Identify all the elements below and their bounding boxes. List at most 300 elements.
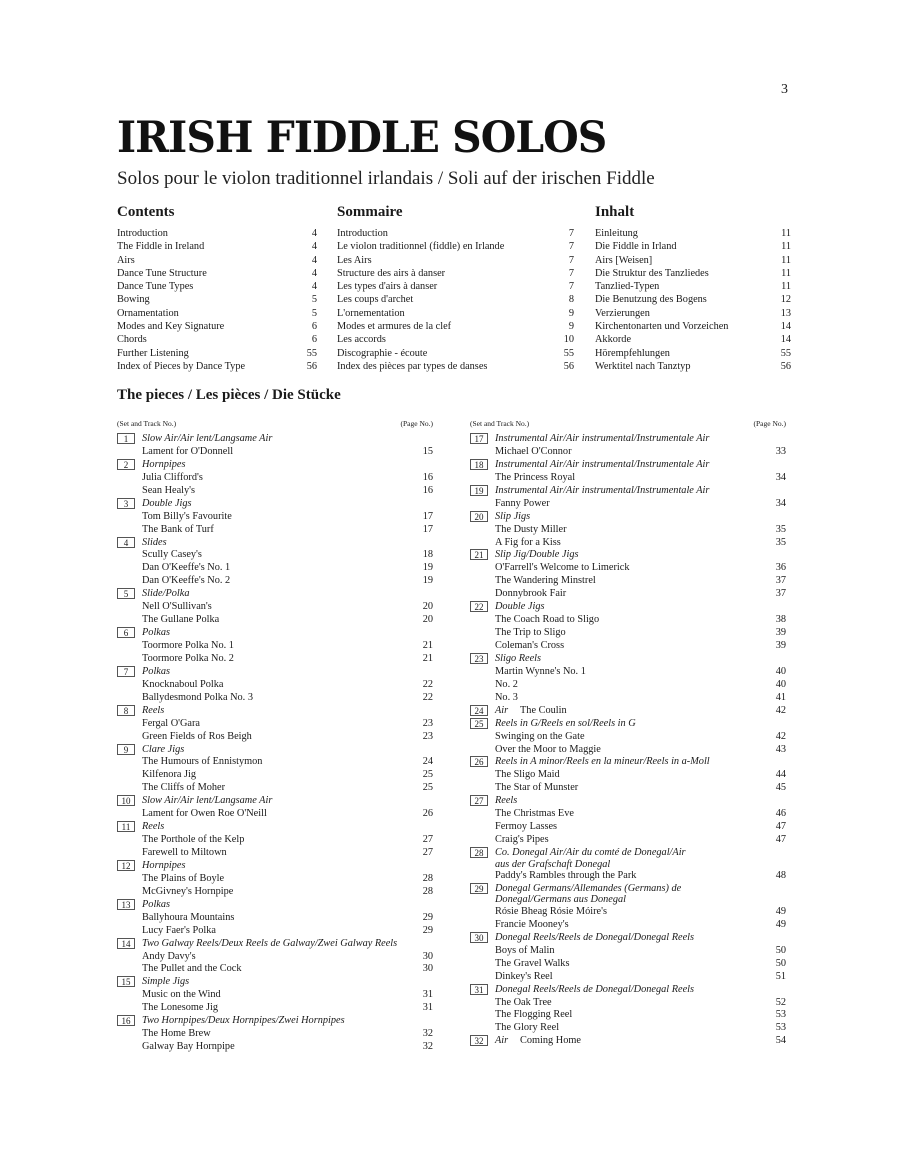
piece-entry bbox=[470, 906, 786, 919]
toc-entry-page: 4 bbox=[311, 267, 317, 279]
piece-page: 21 bbox=[422, 640, 433, 651]
toc-entry bbox=[337, 254, 574, 267]
piece-entry bbox=[470, 679, 786, 692]
set-header bbox=[117, 795, 433, 808]
dance-type: Polkas bbox=[142, 898, 171, 910]
toc-entry bbox=[595, 267, 791, 280]
piece-page: 40 bbox=[775, 678, 786, 690]
toc-entry-label: Index of Pieces by Dance Type bbox=[117, 360, 246, 372]
piece-page: 29 bbox=[422, 911, 433, 923]
toc-entry-page: 7 bbox=[568, 281, 574, 293]
piece-title: Galway Bay Hornpipe bbox=[142, 1041, 235, 1053]
dance-type: Donegal Reels/Reels de Donegal/Donegal Reels bbox=[495, 983, 695, 995]
toc-entry-label: Die Struktur des Tanzliedes bbox=[595, 267, 709, 279]
set-number-box: 19 bbox=[470, 485, 488, 496]
toc-entry bbox=[595, 307, 791, 320]
piece-title: Andy Davy's bbox=[142, 950, 196, 962]
piece-title: Farewell to Miltown bbox=[142, 847, 227, 858]
piece-title: Sean Healy's bbox=[142, 484, 196, 496]
piece-page: 35 bbox=[775, 536, 786, 548]
piece-title: Coming Home bbox=[520, 1035, 581, 1047]
set-track-header: (Set and Track No.) bbox=[117, 419, 177, 428]
toc-entry-label: Les types d'airs à danser bbox=[337, 281, 438, 293]
toc-entry bbox=[595, 254, 791, 267]
piece-title: The Gravel Walks bbox=[495, 957, 570, 969]
set-header bbox=[470, 601, 786, 614]
pieces-left-column bbox=[117, 418, 433, 1054]
piece-page: 54 bbox=[775, 1035, 786, 1047]
set-number-box: 20 bbox=[470, 511, 488, 522]
page-no-header: (Page No.) bbox=[753, 419, 786, 428]
piece-page: 38 bbox=[775, 614, 786, 626]
piece-page: 44 bbox=[775, 769, 786, 781]
piece-title: Francie Mooney's bbox=[495, 918, 569, 930]
set-number-box: 32 bbox=[470, 1035, 488, 1046]
toc-entry-page: 9 bbox=[568, 307, 574, 319]
toc-entry-label: Dance Tune Types bbox=[117, 281, 194, 293]
set-number-box: 31 bbox=[470, 984, 488, 995]
toc-entry-label: Modes et armures de la clef bbox=[337, 321, 452, 333]
toc-entry-page: 8 bbox=[568, 294, 574, 306]
piece-entry bbox=[117, 601, 433, 614]
piece-entry bbox=[117, 731, 433, 744]
toc-entry-label: Tanzlied-Typen bbox=[595, 281, 660, 293]
set-header bbox=[117, 821, 433, 834]
piece-title: No. 3 bbox=[495, 691, 518, 703]
piece-page: 19 bbox=[422, 562, 433, 574]
piece-title: O'Farrell's Welcome to Limerick bbox=[495, 562, 630, 574]
piece-entry bbox=[117, 808, 433, 821]
set-header bbox=[470, 984, 786, 997]
piece-title: Fanny Power bbox=[495, 497, 550, 509]
piece-title: Ballydesmond Polka No. 3 bbox=[142, 691, 253, 703]
set-number-box: 24 bbox=[470, 705, 488, 716]
toc-entry-page: 4 bbox=[311, 254, 317, 266]
set-number-box: 4 bbox=[117, 537, 135, 548]
dance-type: Co. Donegal Air/Air du comté de Donegal/Air bbox=[495, 847, 686, 858]
set-header bbox=[470, 459, 786, 472]
set-header bbox=[470, 549, 786, 562]
toc-entry bbox=[337, 293, 574, 306]
toc-entry-label: Les accords bbox=[337, 334, 386, 346]
dance-type: Donegal Germans/Allemandes (Germans) de bbox=[495, 882, 682, 894]
piece-page: 19 bbox=[422, 575, 433, 587]
piece-entry bbox=[470, 524, 786, 537]
toc-entry-page: 12 bbox=[780, 294, 791, 306]
dance-type: Donegal Reels/Reels de Donegal/Donegal Reels bbox=[495, 931, 695, 943]
dance-type: Reels in A minor/Reels en la mineur/Reels in a-Moll bbox=[495, 756, 710, 768]
piece-page: 47 bbox=[775, 821, 786, 833]
piece-title: Swinging on the Gate bbox=[495, 730, 585, 742]
piece-title: Craig's Pipes bbox=[495, 834, 549, 846]
piece-page: 52 bbox=[775, 996, 786, 1008]
toc-entry bbox=[337, 320, 574, 333]
dance-type: Slow Air/Air lent/Langsame Air bbox=[142, 795, 273, 807]
toc-entry-page: 13 bbox=[780, 307, 791, 319]
dance-type: Hornpipes bbox=[142, 859, 186, 871]
piece-title: The Trip to Sligo bbox=[495, 627, 566, 639]
set-number-box: 27 bbox=[470, 795, 488, 806]
toc-entry-label: Modes and Key Signature bbox=[117, 321, 225, 333]
piece-page: 53 bbox=[775, 1022, 786, 1034]
piece-page: 21 bbox=[422, 652, 433, 664]
piece-page: 42 bbox=[775, 730, 786, 742]
piece-title: Michael O'Connor bbox=[495, 445, 572, 457]
set-header bbox=[117, 537, 433, 550]
piece-page: 27 bbox=[422, 847, 433, 858]
piece-entry bbox=[117, 511, 433, 524]
set-number-box: 21 bbox=[470, 549, 488, 560]
toc-entry-page: 9 bbox=[568, 321, 574, 333]
set-header bbox=[470, 847, 786, 859]
piece-entry bbox=[470, 498, 786, 511]
piece-page: 24 bbox=[422, 756, 433, 768]
piece-entry bbox=[470, 731, 786, 744]
piece-entry bbox=[117, 834, 433, 847]
piece-page: 40 bbox=[775, 665, 786, 677]
piece-title: McGivney's Hornpipe bbox=[142, 885, 234, 897]
piece-entry bbox=[117, 989, 433, 1002]
piece-page: 22 bbox=[422, 691, 433, 703]
toc-entry-page: 11 bbox=[781, 281, 791, 293]
set-header bbox=[470, 485, 786, 498]
set-header-continued bbox=[470, 859, 786, 871]
piece-page: 53 bbox=[775, 1009, 786, 1021]
piece-page: 47 bbox=[775, 834, 786, 846]
piece-entry bbox=[117, 769, 433, 782]
piece-page: 25 bbox=[422, 769, 433, 781]
piece-title: Lament for O'Donnell bbox=[142, 445, 234, 457]
set-number-box: 3 bbox=[117, 498, 135, 509]
piece-page: 25 bbox=[422, 782, 433, 794]
piece-title: Paddy's Rambles through the Park bbox=[495, 870, 637, 881]
toc-entry-page: 4 bbox=[311, 241, 317, 253]
piece-entry bbox=[470, 472, 786, 485]
piece-entry bbox=[470, 640, 786, 653]
piece-entry bbox=[470, 821, 786, 834]
set-number-box: 23 bbox=[470, 653, 488, 664]
toc-entry-label: Structure des airs à danser bbox=[337, 267, 446, 279]
toc-entry bbox=[337, 227, 574, 240]
toc-entry-label: Bowing bbox=[117, 294, 150, 306]
set-number-box: 9 bbox=[117, 744, 135, 755]
piece-entry bbox=[470, 537, 786, 550]
dance-type-continued: Donegal/Germans aus Donegal bbox=[495, 894, 626, 906]
piece-title: No. 2 bbox=[495, 678, 518, 690]
set-number-box: 22 bbox=[470, 601, 488, 612]
set-number-box: 10 bbox=[117, 795, 135, 806]
piece-title: The Coulin bbox=[520, 704, 567, 716]
set-header bbox=[470, 705, 786, 718]
piece-page: 45 bbox=[775, 782, 786, 794]
toc-entry bbox=[337, 347, 574, 360]
toc-entry-label: Discographie - écoute bbox=[337, 347, 428, 359]
set-number-box: 26 bbox=[470, 756, 488, 767]
column-header bbox=[470, 418, 786, 433]
toc-entry-page: 11 bbox=[781, 254, 791, 266]
piece-title: Toormore Polka No. 1 bbox=[142, 640, 234, 651]
piece-page: 33 bbox=[775, 445, 786, 457]
piece-title: Lucy Faer's Polka bbox=[142, 924, 216, 936]
set-header-continued bbox=[470, 894, 786, 906]
piece-title: Kilfenora Jig bbox=[142, 769, 197, 781]
set-header bbox=[117, 1015, 433, 1028]
set-number-box: 7 bbox=[117, 666, 135, 677]
piece-page: 32 bbox=[422, 1041, 433, 1053]
piece-page: 34 bbox=[775, 471, 786, 483]
toc-entry-label: Die Fiddle in Irland bbox=[595, 241, 677, 253]
set-header bbox=[117, 627, 433, 640]
dance-type: Air bbox=[495, 704, 509, 716]
piece-title: The Porthole of the Kelp bbox=[142, 834, 245, 846]
set-track-header: (Set and Track No.) bbox=[470, 419, 530, 428]
piece-title: The Sligo Maid bbox=[495, 769, 560, 781]
piece-entry bbox=[470, 1022, 786, 1035]
piece-entry bbox=[117, 446, 433, 459]
dance-type: Clare Jigs bbox=[142, 743, 185, 755]
piece-page: 39 bbox=[775, 627, 786, 639]
toc-entry bbox=[595, 360, 791, 373]
piece-title: Dan O'Keeffe's No. 1 bbox=[142, 562, 231, 574]
piece-entry bbox=[470, 666, 786, 679]
toc-entry bbox=[595, 347, 791, 360]
set-number-box: 14 bbox=[117, 938, 135, 949]
toc-sommaire-column bbox=[337, 204, 574, 373]
piece-entry bbox=[117, 886, 433, 899]
toc-entry bbox=[117, 320, 317, 333]
piece-entry bbox=[117, 1002, 433, 1015]
dance-type: Simple Jigs bbox=[142, 976, 190, 988]
toc-entry bbox=[595, 240, 791, 253]
piece-title: Fergal O'Gara bbox=[142, 717, 200, 729]
dance-type: Instrumental Air/Air instrumental/Instrumentale Air bbox=[495, 458, 710, 470]
toc-entry-page: 5 bbox=[311, 294, 317, 306]
toc-entry-label: Index des pièces par types de danses bbox=[337, 360, 488, 372]
piece-title: Tom Billy's Favourite bbox=[142, 510, 232, 522]
piece-page: 34 bbox=[775, 497, 786, 509]
toc-entry-page: 4 bbox=[311, 228, 317, 239]
toc-entry-label: Further Listening bbox=[117, 347, 189, 359]
toc-entry bbox=[117, 240, 317, 253]
toc-entry-label: Introduction bbox=[117, 228, 168, 239]
dance-type: Reels in G/Reels en sol/Reels in G bbox=[495, 717, 636, 729]
set-number-box: 18 bbox=[470, 459, 488, 470]
piece-entry bbox=[117, 847, 433, 860]
dance-type: Slip Jig/Double Jigs bbox=[495, 549, 579, 561]
column-header bbox=[117, 418, 433, 433]
piece-page: 18 bbox=[422, 549, 433, 561]
toc-entry-label: Verzierungen bbox=[595, 307, 650, 319]
set-header bbox=[117, 899, 433, 912]
piece-entry bbox=[470, 769, 786, 782]
dance-type: Air bbox=[495, 1035, 509, 1047]
piece-entry bbox=[470, 945, 786, 958]
toc-entry bbox=[337, 333, 574, 346]
set-header bbox=[117, 459, 433, 472]
piece-page: 50 bbox=[775, 957, 786, 969]
toc-entry-page: 55 bbox=[563, 347, 574, 359]
toc-entry-label: Les Airs bbox=[337, 254, 372, 266]
set-header bbox=[117, 705, 433, 718]
set-number-box: 15 bbox=[117, 976, 135, 987]
piece-title: Rósie Bheag Rósie Móire's bbox=[495, 905, 607, 917]
piece-entry bbox=[470, 834, 786, 847]
set-number-box: 1 bbox=[117, 433, 135, 444]
toc-entry bbox=[337, 280, 574, 293]
piece-entry bbox=[470, 692, 786, 705]
piece-title: The Pullet and the Cock bbox=[142, 963, 242, 975]
piece-title: Dan O'Keeffe's No. 2 bbox=[142, 575, 231, 587]
piece-title: Martin Wynne's No. 1 bbox=[495, 665, 586, 677]
dance-type: Hornpipes bbox=[142, 458, 186, 470]
piece-title: The Wandering Minstrel bbox=[495, 575, 596, 587]
piece-entry bbox=[117, 756, 433, 769]
toc-entry bbox=[337, 267, 574, 280]
toc-entry-page: 11 bbox=[781, 241, 791, 253]
piece-page: 49 bbox=[775, 905, 786, 917]
piece-page: 48 bbox=[775, 870, 786, 881]
piece-title: Coleman's Cross bbox=[495, 640, 565, 651]
toc-entry-page: 11 bbox=[781, 267, 791, 279]
piece-entry bbox=[470, 627, 786, 640]
toc-heading: Contents bbox=[117, 204, 175, 220]
piece-page: 16 bbox=[422, 471, 433, 483]
page-title: IRISH FIDDLE SOLOS bbox=[117, 113, 607, 163]
set-header bbox=[117, 976, 433, 989]
toc-entry-label: L'ornementation bbox=[337, 307, 405, 319]
dance-type: Reels bbox=[142, 821, 165, 833]
piece-page: 17 bbox=[422, 523, 433, 535]
toc-entry bbox=[117, 360, 317, 373]
piece-page: 49 bbox=[775, 918, 786, 930]
toc-entry bbox=[117, 254, 317, 267]
toc-entry bbox=[117, 333, 317, 346]
toc-entry-page: 55 bbox=[306, 347, 317, 359]
piece-entry bbox=[470, 971, 786, 984]
piece-entry bbox=[470, 562, 786, 575]
piece-title: Scully Casey's bbox=[142, 549, 202, 561]
dance-type: Instrumental Air/Air instrumental/Instrumentale Air bbox=[495, 484, 710, 496]
piece-page: 32 bbox=[422, 1028, 433, 1040]
piece-entry bbox=[117, 679, 433, 692]
toc-entry-label: Airs bbox=[117, 254, 135, 266]
set-number-box: 28 bbox=[470, 847, 488, 858]
piece-page: 29 bbox=[422, 924, 433, 936]
set-number-box: 11 bbox=[117, 821, 135, 832]
toc-entry-page: 55 bbox=[780, 347, 791, 359]
dance-type: Polkas bbox=[142, 665, 171, 677]
piece-title: The Humours of Ennistymon bbox=[142, 756, 263, 768]
piece-entry bbox=[117, 782, 433, 795]
piece-title: The Plains of Boyle bbox=[142, 872, 225, 884]
piece-entry bbox=[470, 997, 786, 1010]
set-header bbox=[117, 588, 433, 601]
set-number-box: 5 bbox=[117, 588, 135, 599]
toc-entry-label: Airs [Weisen] bbox=[595, 254, 653, 266]
piece-page: 31 bbox=[422, 989, 433, 1001]
toc-contents-column bbox=[117, 204, 317, 373]
piece-title: The Gullane Polka bbox=[142, 614, 220, 626]
piece-title: The Lonesome Jig bbox=[142, 1002, 219, 1014]
piece-title: The Dusty Miller bbox=[495, 523, 567, 535]
dance-type: Slip Jigs bbox=[495, 510, 531, 522]
toc-entry-page: 14 bbox=[780, 334, 791, 346]
piece-page: 26 bbox=[422, 808, 433, 820]
dance-type: Instrumental Air/Air instrumental/Instrumentale Air bbox=[495, 433, 710, 444]
toc-entry bbox=[337, 360, 574, 373]
piece-entry bbox=[470, 1009, 786, 1022]
piece-title: Dinkey's Reel bbox=[495, 970, 553, 982]
toc-entry-page: 14 bbox=[780, 321, 791, 333]
page-no-header: (Page No.) bbox=[400, 419, 433, 428]
piece-page: 20 bbox=[422, 601, 433, 613]
set-number-box: 8 bbox=[117, 705, 135, 716]
set-number-box: 16 bbox=[117, 1015, 135, 1026]
piece-title: Nell O'Sullivan's bbox=[142, 601, 212, 613]
toc-entry-label: Dance Tune Structure bbox=[117, 267, 207, 279]
toc-entry-label: The Fiddle in Ireland bbox=[117, 241, 205, 253]
set-header bbox=[470, 795, 786, 808]
toc-entry-page: 10 bbox=[563, 334, 574, 346]
dance-type: Slides bbox=[142, 536, 167, 548]
toc-entry-page: 7 bbox=[568, 254, 574, 266]
toc-entry-label: Introduction bbox=[337, 228, 388, 239]
toc-entry-page: 7 bbox=[568, 241, 574, 253]
piece-page: 35 bbox=[775, 523, 786, 535]
piece-page: 15 bbox=[422, 445, 433, 457]
toc-heading: Sommaire bbox=[337, 204, 403, 220]
piece-entry bbox=[117, 614, 433, 627]
piece-page: 36 bbox=[775, 562, 786, 574]
dance-type-continued: aus der Grafschaft Donegal bbox=[495, 858, 611, 870]
toc-entry-page: 6 bbox=[311, 321, 317, 333]
piece-entry bbox=[117, 912, 433, 925]
set-header bbox=[470, 718, 786, 731]
dance-type: Polkas bbox=[142, 627, 171, 639]
toc-entry-page: 6 bbox=[311, 334, 317, 346]
toc-entry-label: Kirchentonarten und Vorzeichen bbox=[595, 321, 729, 333]
piece-page: 51 bbox=[775, 970, 786, 982]
piece-page: 37 bbox=[775, 588, 786, 600]
toc-entry-page: 5 bbox=[311, 307, 317, 319]
piece-entry bbox=[470, 958, 786, 971]
piece-entry bbox=[117, 640, 433, 653]
piece-page: 30 bbox=[422, 963, 433, 975]
piece-page: 50 bbox=[775, 944, 786, 956]
toc-entry-label: Ornamentation bbox=[117, 307, 179, 319]
dance-type: Two Galway Reels/Deux Reels de Galway/Zwei Galway Reels bbox=[142, 937, 398, 949]
piece-entry bbox=[117, 925, 433, 938]
toc-entry-page: 56 bbox=[563, 360, 574, 372]
toc-entry-page: 7 bbox=[568, 267, 574, 279]
piece-entry bbox=[117, 575, 433, 588]
piece-page: 17 bbox=[422, 510, 433, 522]
piece-page: 20 bbox=[422, 614, 433, 626]
dance-type: Slow Air/Air lent/Langsame Air bbox=[142, 433, 273, 444]
toc-entry-label: Einleitung bbox=[595, 228, 638, 239]
piece-page: 37 bbox=[775, 575, 786, 587]
toc-entry-label: Les coups d'archet bbox=[337, 294, 414, 306]
set-header bbox=[470, 883, 786, 895]
set-number-box: 29 bbox=[470, 883, 488, 894]
toc-entry bbox=[595, 227, 791, 240]
piece-page: 27 bbox=[422, 834, 433, 846]
set-number-box: 2 bbox=[117, 459, 135, 470]
set-header bbox=[470, 1035, 786, 1048]
piece-entry bbox=[117, 692, 433, 705]
set-number-box: 13 bbox=[117, 899, 135, 910]
toc-entry bbox=[117, 227, 317, 240]
